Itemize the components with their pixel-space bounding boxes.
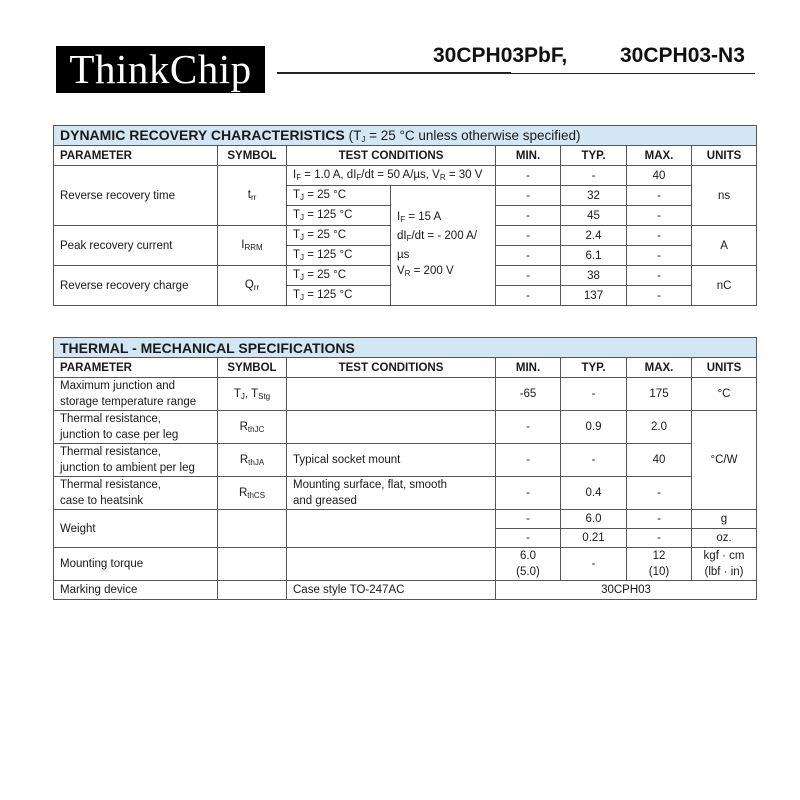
symbol-rthcs: $R_{thCS}$ (218, 477, 287, 510)
test-condition (287, 378, 496, 411)
test-condition: Mounting surface, flat, smooth and greased (287, 477, 496, 510)
max-value: - (627, 529, 692, 548)
col-max: MAX. (627, 146, 692, 166)
symbol-rthjc: $R_{thJC}$ (218, 411, 287, 444)
typ-value: 6.0 (561, 510, 627, 529)
test-condition: Typical socket mount (287, 444, 496, 477)
table-title-row (54, 126, 757, 146)
shared-test-condition: $I_F = 15$ A $dI_F/dt$ = - 200 A/µs $V_R = 200$ V (391, 186, 496, 306)
col-typ: TYP. (561, 358, 627, 378)
min-value: - (496, 411, 561, 444)
unit-value: °C (692, 378, 757, 411)
unit-value: ns (692, 166, 757, 226)
col-min: MIN. (496, 146, 561, 166)
table-row (54, 378, 757, 411)
symbol-empty (218, 510, 287, 548)
symbol-qrr: $Q_{rr}$ (218, 266, 287, 306)
table-row (54, 477, 757, 510)
col-test-conditions: TEST CONDITIONS (287, 358, 496, 378)
tj-condition: $T_J = 25$ °C (287, 266, 391, 286)
typ-value: - (561, 166, 627, 186)
max-value: 12 (10) (627, 548, 692, 581)
max-value: - (627, 266, 692, 286)
typ-value: 32 (561, 186, 627, 206)
typ-value: 137 (561, 286, 627, 306)
table-title: THERMAL - MECHANICAL SPECIFICATIONS (54, 338, 757, 358)
tj-condition: $T_J = 25$ °C (287, 226, 391, 246)
col-test-conditions: TEST CONDITIONS (287, 146, 496, 166)
min-value: - (496, 246, 561, 266)
max-value: 40 (627, 444, 692, 477)
unit-value: kgf · cm (lbf · in) (692, 548, 757, 581)
col-units: UNITS (692, 146, 757, 166)
typ-value: 0.4 (561, 477, 627, 510)
min-value: - (496, 477, 561, 510)
col-parameter: PARAMETER (54, 146, 218, 166)
col-symbol: SYMBOL (218, 146, 287, 166)
min-value: -65 (496, 378, 561, 411)
table-row (54, 411, 757, 444)
part-number-pbf: 30CPH03PbF, (433, 44, 568, 67)
param-marking-device: Marking device (54, 581, 218, 600)
brand-logo: ThinkChip (56, 46, 265, 93)
max-value: - (627, 286, 692, 306)
typ-value: - (561, 548, 627, 581)
max-value: - (627, 246, 692, 266)
min-value: - (496, 510, 561, 529)
tj-condition: $T_J = 125$ °C (287, 286, 391, 306)
col-max: MAX. (627, 358, 692, 378)
test-condition: $I_F = 1.0$ A, $dI_F/dt = 50$ A/µs, $V_R = 30$ V (287, 166, 496, 186)
typ-value: 45 (561, 206, 627, 226)
max-value: - (627, 226, 692, 246)
table-row (54, 510, 757, 529)
unit-value: °C/W (692, 411, 757, 510)
table-row (54, 444, 757, 477)
param-irrm: Peak recovery current (54, 226, 218, 266)
min-value: - (496, 286, 561, 306)
tj-condition: $T_J = 25$ °C (287, 186, 391, 206)
thermal-mechanical-table (53, 337, 757, 600)
max-value: 2.0 (627, 411, 692, 444)
header-row (54, 146, 757, 166)
title-condition: ($T_J = 25$ °C unless otherwise specified) (348, 128, 581, 144)
min-value: - (496, 529, 561, 548)
table-row (54, 581, 757, 600)
unit-value: A (692, 226, 757, 266)
max-value: - (627, 206, 692, 226)
typ-value: 0.21 (561, 529, 627, 548)
min-value: - (496, 186, 561, 206)
symbol-tj-tstg: $T_J$, $T_{Stg}$ (218, 378, 287, 411)
test-condition: Case style TO-247AC (287, 581, 496, 600)
param-qrr: Reverse recovery charge (54, 266, 218, 306)
col-symbol: SYMBOL (218, 358, 287, 378)
typ-value: 0.9 (561, 411, 627, 444)
min-value: - (496, 166, 561, 186)
table-title: DYNAMIC RECOVERY CHARACTERISTICS (60, 127, 345, 143)
param-rthja: Thermal resistance, junction to ambient per leg (54, 444, 218, 477)
test-condition (287, 510, 496, 548)
symbol-trr: $t_{rr}$ (218, 166, 287, 226)
symbol-empty (218, 581, 287, 600)
header-rule-accent (277, 72, 511, 74)
max-value: - (627, 186, 692, 206)
min-value: - (496, 266, 561, 286)
marking-value: 30CPH03 (496, 581, 757, 600)
header-row (54, 358, 757, 378)
min-value: - (496, 206, 561, 226)
min-value: 6.0 (5.0) (496, 548, 561, 581)
symbol-irrm: $I_{RRM}$ (218, 226, 287, 266)
param-junction-temp: Maximum junction and storage temperature range (54, 378, 218, 411)
test-condition (287, 411, 496, 444)
param-rthjc: Thermal resistance, junction to case per leg (54, 411, 218, 444)
max-value: - (627, 510, 692, 529)
unit-value: oz. (692, 529, 757, 548)
tj-condition: $T_J = 125$ °C (287, 206, 391, 226)
unit-value: nC (692, 266, 757, 306)
max-value: 40 (627, 166, 692, 186)
dynamic-recovery-table (53, 125, 757, 306)
max-value: 175 (627, 378, 692, 411)
unit-value: g (692, 510, 757, 529)
typ-value: 2.4 (561, 226, 627, 246)
tj-condition: $T_J = 125$ °C (287, 246, 391, 266)
typ-value: - (561, 444, 627, 477)
symbol-empty (218, 548, 287, 581)
typ-value: - (561, 378, 627, 411)
test-condition (287, 548, 496, 581)
param-weight: Weight (54, 510, 218, 548)
param-mounting-torque: Mounting torque (54, 548, 218, 581)
min-value: - (496, 226, 561, 246)
typ-value: 6.1 (561, 246, 627, 266)
param-trr: Reverse recovery time (54, 166, 218, 226)
typ-value: 38 (561, 266, 627, 286)
param-rthcs: Thermal resistance, case to heatsink (54, 477, 218, 510)
col-typ: TYP. (561, 146, 627, 166)
table-row (54, 548, 757, 581)
col-units: UNITS (692, 358, 757, 378)
part-number-n3: 30CPH03-N3 (620, 44, 745, 67)
min-value: - (496, 444, 561, 477)
col-min: MIN. (496, 358, 561, 378)
symbol-rthja: $R_{thJA}$ (218, 444, 287, 477)
table-row (54, 166, 757, 186)
table-title-row (54, 338, 757, 358)
col-parameter: PARAMETER (54, 358, 218, 378)
max-value: - (627, 477, 692, 510)
